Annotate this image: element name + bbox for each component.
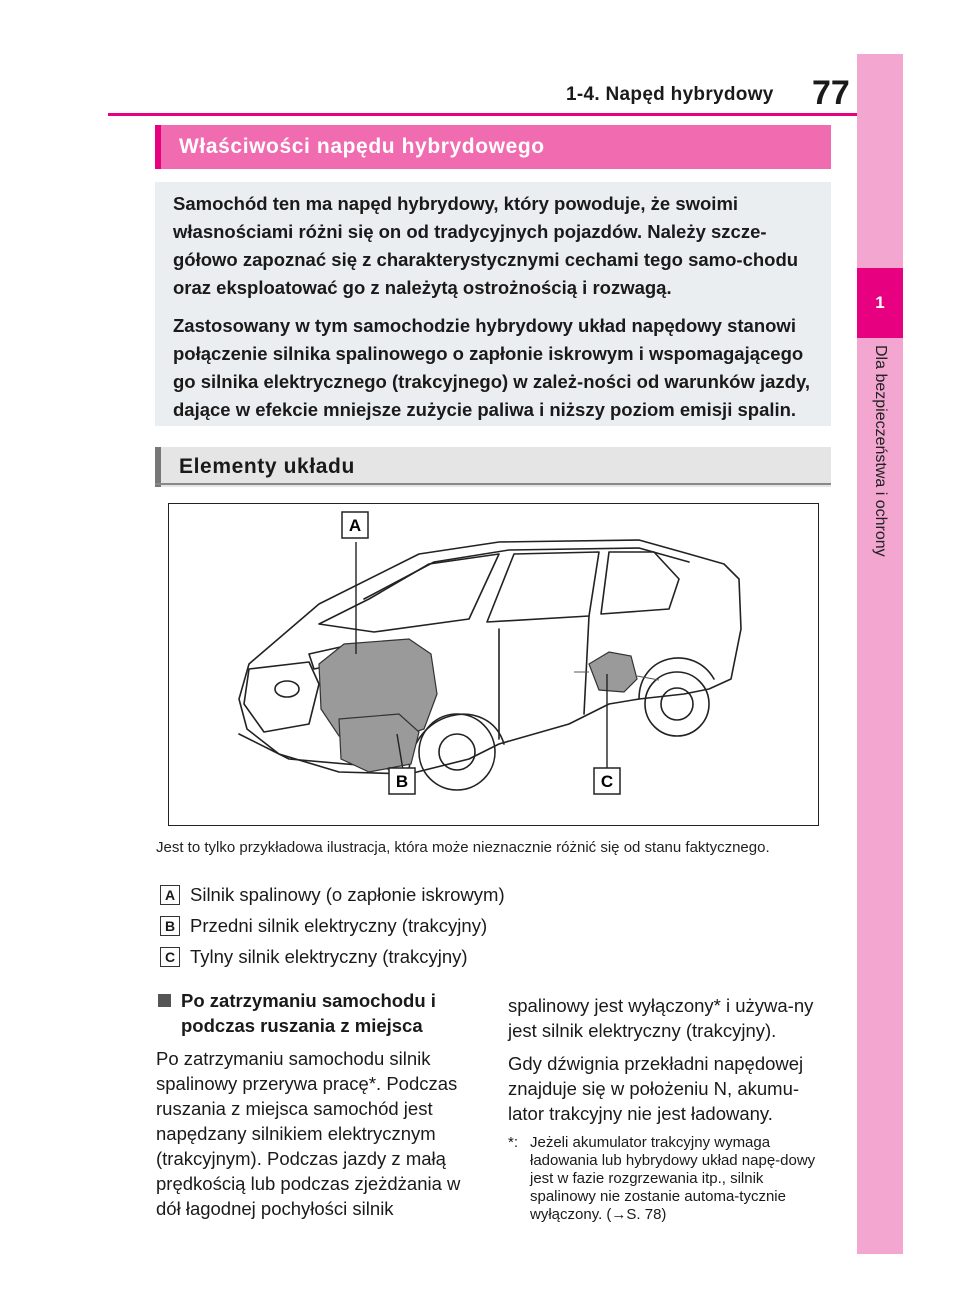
footnote bbox=[508, 1134, 832, 1224]
legend-key-b: B bbox=[160, 916, 180, 936]
side-tab-label: Dla bezpieczeństwa i ochrony bbox=[872, 345, 889, 557]
side-tab-chapter-number[interactable]: 1 bbox=[857, 268, 903, 338]
right-paragraph-1: spalinowy jest wyłączony* i używa-ny jest silnik elektryczny (trakcyjny). bbox=[508, 995, 814, 1041]
section-title-system-elements: Elementy układu bbox=[155, 447, 831, 487]
section-title-hybrid-properties: Właściwości napędu hybrydowego bbox=[155, 125, 831, 169]
subheading-text: Po zatrzymaniu samochodu i podczas ruszania z miejsca bbox=[181, 990, 436, 1036]
right-column bbox=[508, 993, 832, 1224]
left-paragraph: Po zatrzymaniu samochodu silnik spalinowy przerywa pracę*. Podczas ruszania z miejsca samochód jest napędzany silnikiem elektrycznym (trakcyjnym). Podczas jazdy z małą prędkością lub podczas zjeżdżania w dół łagodnej pochyłości silnik bbox=[156, 1048, 461, 1219]
figure-caption: Jest to tylko przykładowa ilustracja, która może nieznacznie różnić się od stanu faktycznego. bbox=[156, 839, 770, 856]
callout-b bbox=[389, 768, 415, 794]
front-wheel-hub bbox=[439, 734, 475, 770]
info-box bbox=[155, 182, 831, 426]
section-rule bbox=[155, 483, 831, 485]
rear-side-window bbox=[601, 552, 679, 614]
front-electric-motor bbox=[339, 714, 419, 772]
footnote-mark: *: bbox=[508, 1134, 519, 1151]
suv-drawing bbox=[169, 504, 817, 824]
rear-wheel-hub bbox=[661, 688, 693, 720]
front-side-window bbox=[487, 552, 599, 622]
side-tab bbox=[857, 54, 903, 1254]
left-column bbox=[156, 988, 478, 1229]
hybrid-system-illustration bbox=[168, 503, 819, 826]
rear-electric-motor bbox=[589, 652, 637, 692]
rear-wheel bbox=[645, 672, 709, 736]
legend-item-c bbox=[160, 946, 760, 968]
header-rule bbox=[108, 113, 858, 116]
info-paragraph-1: Samochód ten ma napęd hybrydowy, który powoduje, że swoimi własnościami różni się on od tradycyjnych pojazdów. Należy szcze-gółowo zapoznać się z charakterystycznymi cechami tego samo-chodu oraz eksploatować go z należytą ostrożnością i rozwagą. bbox=[173, 193, 799, 298]
callout-c bbox=[594, 768, 620, 794]
legend-text-c: Tylny silnik elektryczny (trakcyjny) bbox=[190, 946, 468, 967]
callout-b-label: B bbox=[395, 772, 409, 791]
legend-item-a bbox=[160, 884, 760, 906]
legend-text-a: Silnik spalinowy (o zapłonie iskrowym) bbox=[190, 884, 505, 905]
right-paragraph-2: Gdy dźwignia przekładni napędowej znajduje się w położeniu N, akumu-lator trakcyjny nie jest ładowany. bbox=[508, 1053, 804, 1124]
legend-text-b: Przedni silnik elektryczny (trakcyjny) bbox=[190, 915, 488, 936]
legend-item-b bbox=[160, 915, 760, 937]
header-title: 1-4. Napęd hybrydowy bbox=[566, 84, 774, 105]
callout-a bbox=[342, 512, 368, 538]
legend-key-c: C bbox=[160, 947, 180, 967]
subheading bbox=[156, 988, 478, 1038]
page-number: 77 bbox=[812, 74, 850, 112]
callout-a-label: A bbox=[348, 516, 362, 535]
windshield bbox=[319, 554, 499, 632]
footnote-text: Jeżeli akumulator trakcyjny wymaga ładowania lub hybrydowy układ napę-dowy jest w fazie rozgrzewania itp., silnik spalinowy nie zostanie automa-tycznie wyłączony. (→S. 78) bbox=[530, 1134, 816, 1223]
toyota-emblem bbox=[275, 681, 299, 697]
info-paragraph-2: Zastosowany w tym samochodzie hybrydowy układ napędowy stanowi połączenie silnika spalinowego o zapłonie iskrowym i wspomagającego go silnika elektrycznego (trakcyjnego) w zależ-ności od warunków jazdy, dające w efekcie mniejsze zużycie paliwa i niższy poziom emisji spalin. bbox=[173, 315, 811, 420]
callout-c-label: C bbox=[600, 772, 614, 791]
bullet-square-icon bbox=[158, 994, 171, 1007]
legend-key-a: A bbox=[160, 885, 180, 905]
front-grille bbox=[244, 662, 319, 732]
